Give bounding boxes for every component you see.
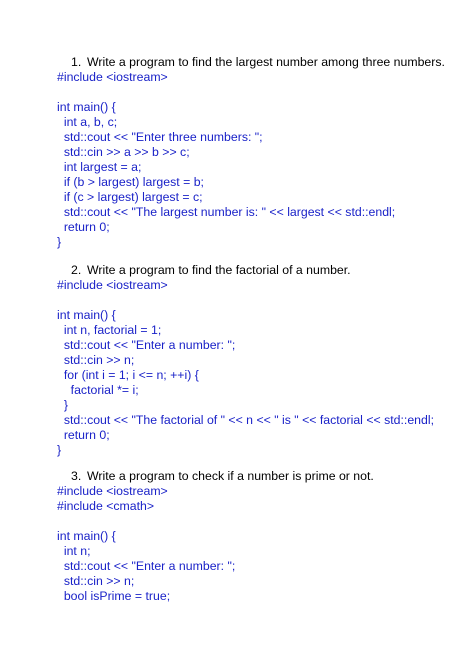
problem-3-code-block: [57, 484, 235, 604]
code-line: if (c > largest) largest = c;: [57, 190, 203, 204]
problem-2-heading: [71, 263, 351, 278]
code-line: bool isPrime = true;: [57, 589, 171, 603]
problem-1-heading: [71, 55, 445, 70]
code-line: #include <cmath>: [57, 499, 155, 513]
code-line: int a, b, c;: [57, 115, 118, 129]
code-line: std::cout << "Enter three numbers: ";: [57, 130, 263, 144]
problem-1-code-block: [57, 70, 395, 250]
code-line: std::cin >> a >> b >> c;: [57, 145, 190, 159]
code-line: std::cout << "The factorial of " << n << " is " << factorial << std::endl;: [57, 413, 435, 427]
problem-2-code-block: [57, 278, 434, 458]
problem-title: Write a program to find the factorial of a number.: [87, 263, 351, 277]
code-line: factorial *= i;: [57, 383, 139, 397]
code-line: }: [57, 443, 62, 457]
code-line: std::cout << "Enter a number: ";: [57, 559, 236, 573]
code-line: std::cout << "Enter a number: ";: [57, 338, 236, 352]
code-line: std::cin >> n;: [57, 574, 135, 588]
code-line: return 0;: [57, 220, 110, 234]
code-line: int largest = a;: [57, 160, 142, 174]
code-line: }: [57, 235, 62, 249]
problem-3-heading: [71, 469, 374, 484]
problem-title: Write a program to check if a number is prime or not.: [87, 469, 374, 483]
code-line: for (int i = 1; i <= n; ++i) {: [57, 368, 199, 382]
problem-number: 3.: [71, 469, 82, 483]
code-line: [57, 85, 395, 100]
code-line: if (b > largest) largest = b;: [57, 175, 204, 189]
code-line: #include <iostream>: [57, 484, 168, 498]
problem-title: Write a program to find the largest number among three numbers.: [87, 55, 445, 69]
code-line: return 0;: [57, 428, 110, 442]
code-line: int n, factorial = 1;: [57, 323, 162, 337]
code-line: int main() {: [57, 529, 116, 543]
code-line: int main() {: [57, 100, 116, 114]
code-line: #include <iostream>: [57, 278, 168, 292]
code-line: }: [57, 398, 68, 412]
problem-number: 2.: [71, 263, 82, 277]
code-line: int n;: [57, 544, 91, 558]
problem-number: 1.: [71, 55, 82, 69]
code-line: #include <iostream>: [57, 70, 168, 84]
code-line: [57, 293, 434, 308]
code-line: [57, 514, 235, 529]
code-line: std::cout << "The largest number is: " << largest << std::endl;: [57, 205, 396, 219]
code-line: int main() {: [57, 308, 116, 322]
code-line: std::cin >> n;: [57, 353, 135, 367]
